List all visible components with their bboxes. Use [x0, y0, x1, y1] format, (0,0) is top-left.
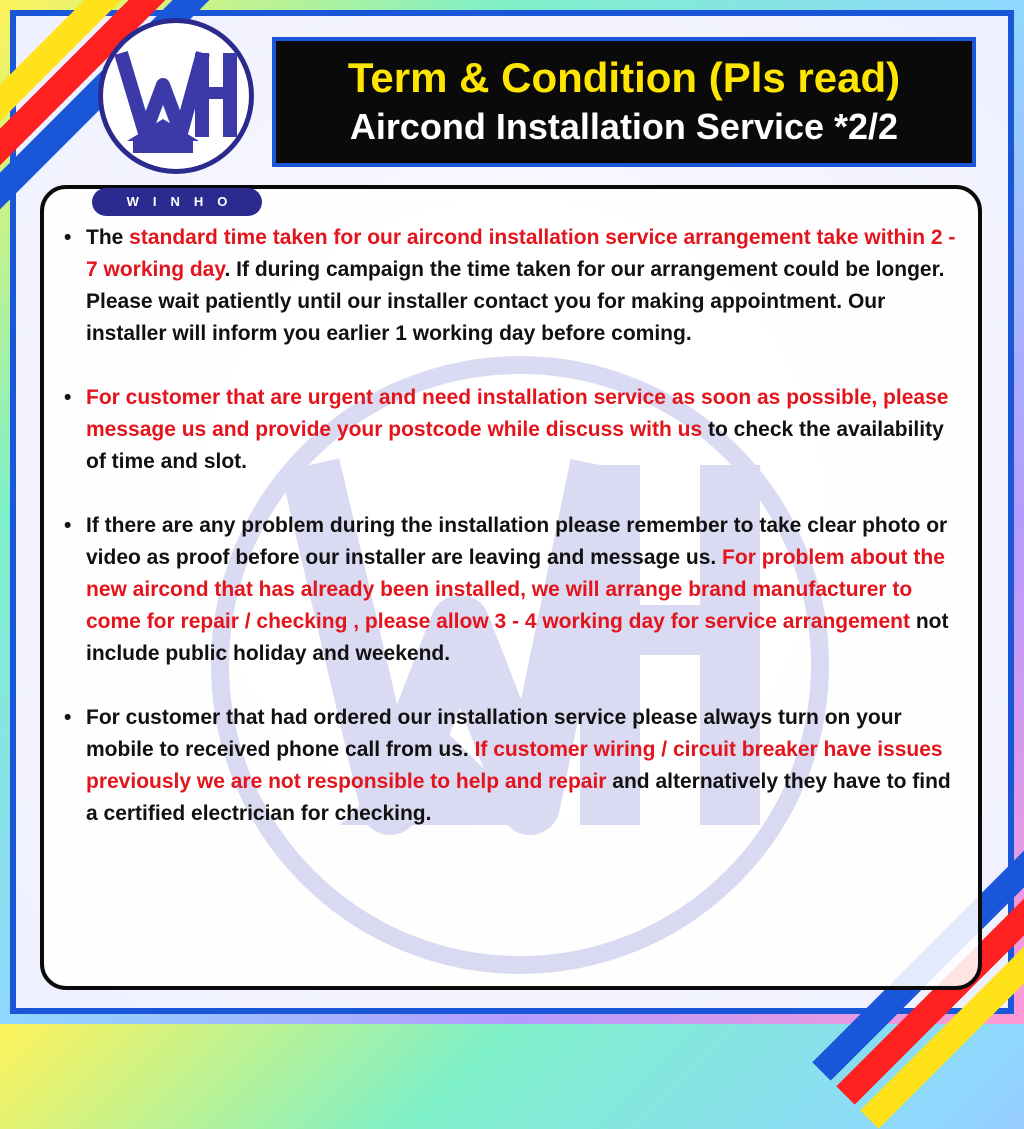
list-item [60, 222, 960, 350]
brand-name-badge: WINHO [92, 188, 262, 216]
list-item [60, 382, 960, 478]
page-subtitle: Aircond Installation Service *2/2 [349, 106, 899, 147]
bullet-text: not include public holiday and weekend. [86, 610, 949, 665]
list-item [60, 702, 960, 830]
bullet-text: The [86, 226, 130, 249]
bullet-text: . If during campaign the time taken for our arrangement could be longer. Please wait patiently until our installer contact you for making appointment. Our installer will inform you earlier 1 working day before coming. [86, 258, 945, 345]
bullet-text: to check the availability of time and slot. [86, 418, 944, 473]
list-item [60, 510, 960, 670]
wh-logo-icon [103, 23, 249, 169]
winho-logo [92, 18, 262, 209]
bullet-highlight: For customer that are urgent and need installation service as soon as possible, please message us and provide your postcode while discuss with us [86, 386, 949, 441]
bullet-highlight: If customer wiring / circuit breaker have issues previously we are not responsible to help and repair [86, 738, 943, 793]
bullet-highlight: For problem about the new aircond that has already been installed, we will arrange brand manufacturer to come for repair / checking , please allow 3 - 4 working day for service arrangement [86, 546, 945, 633]
terms-list [60, 222, 960, 862]
title-banner [272, 37, 976, 167]
bullet-text: For customer that had ordered our installation service please always turn on your mobile to received phone call from us. [86, 706, 902, 761]
bullet-text: If there are any problem during the installation please remember to take clear photo or video as proof before our installer are leaving and message us. [86, 514, 948, 569]
logo-circle [98, 18, 254, 174]
page-title: Term & Condition (Pls read) [347, 54, 901, 101]
bullet-highlight: standard time taken for our aircond installation service arrangement take within 2 - 7 working day [86, 226, 956, 281]
bullet-text: and alternatively they have to find a certified electrician for checking. [86, 770, 951, 825]
